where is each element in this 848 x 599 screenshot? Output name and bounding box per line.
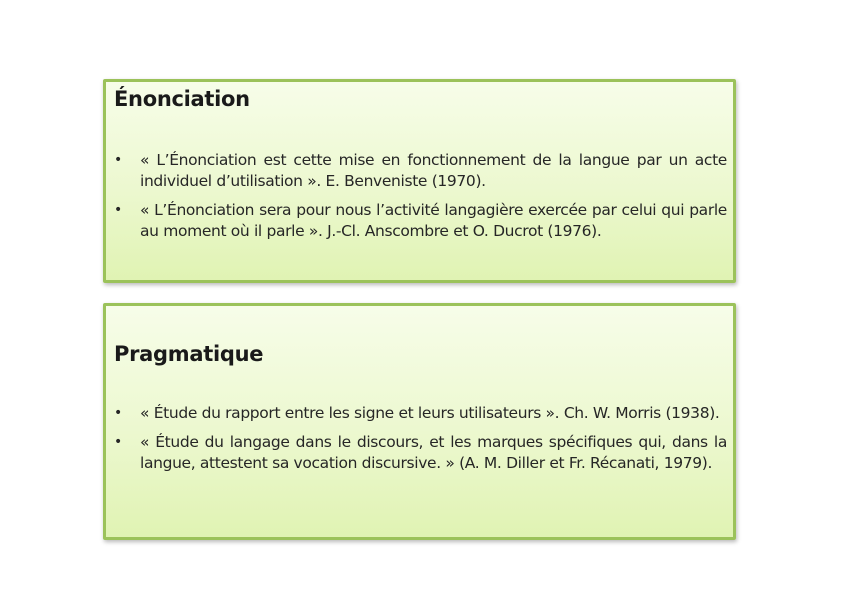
enonciation-bullet-list <box>106 150 727 250</box>
quote-text: « L’Énonciation sera pour nous l’activité langagière exercée par celui qui parle au moment où il parle ». J.-Cl. Anscombre et O. Ducrot (1976). <box>140 201 727 240</box>
section-title-enonciation: Énonciation <box>114 87 250 111</box>
section-title-pragmatique: Pragmatique <box>114 342 264 366</box>
list-item <box>106 200 727 242</box>
quote-text: « Étude du langage dans le discours, et les marques spécifiques qui, dans la langue, attestent sa vocation discursive. » (A. M. Diller et Fr. Récanati, 1979). <box>140 433 727 472</box>
quote-text: « L’Énonciation est cette mise en fonctionnement de la langue par un acte individuel d’utilisation ». E. Benveniste (1970). <box>140 151 727 190</box>
list-item <box>106 403 727 424</box>
bullet-icon: • <box>114 152 122 168</box>
enonciation-box <box>103 79 736 283</box>
bullet-icon: • <box>114 202 122 218</box>
quote-text: « Étude du rapport entre les signe et leurs utilisateurs ». Ch. W. Morris (1938). <box>140 404 720 422</box>
list-item <box>106 432 727 474</box>
bullet-icon: • <box>114 434 122 450</box>
list-item <box>106 150 727 192</box>
pragmatique-bullet-list <box>106 403 727 482</box>
bullet-icon: • <box>114 405 122 421</box>
pragmatique-box <box>103 303 736 540</box>
